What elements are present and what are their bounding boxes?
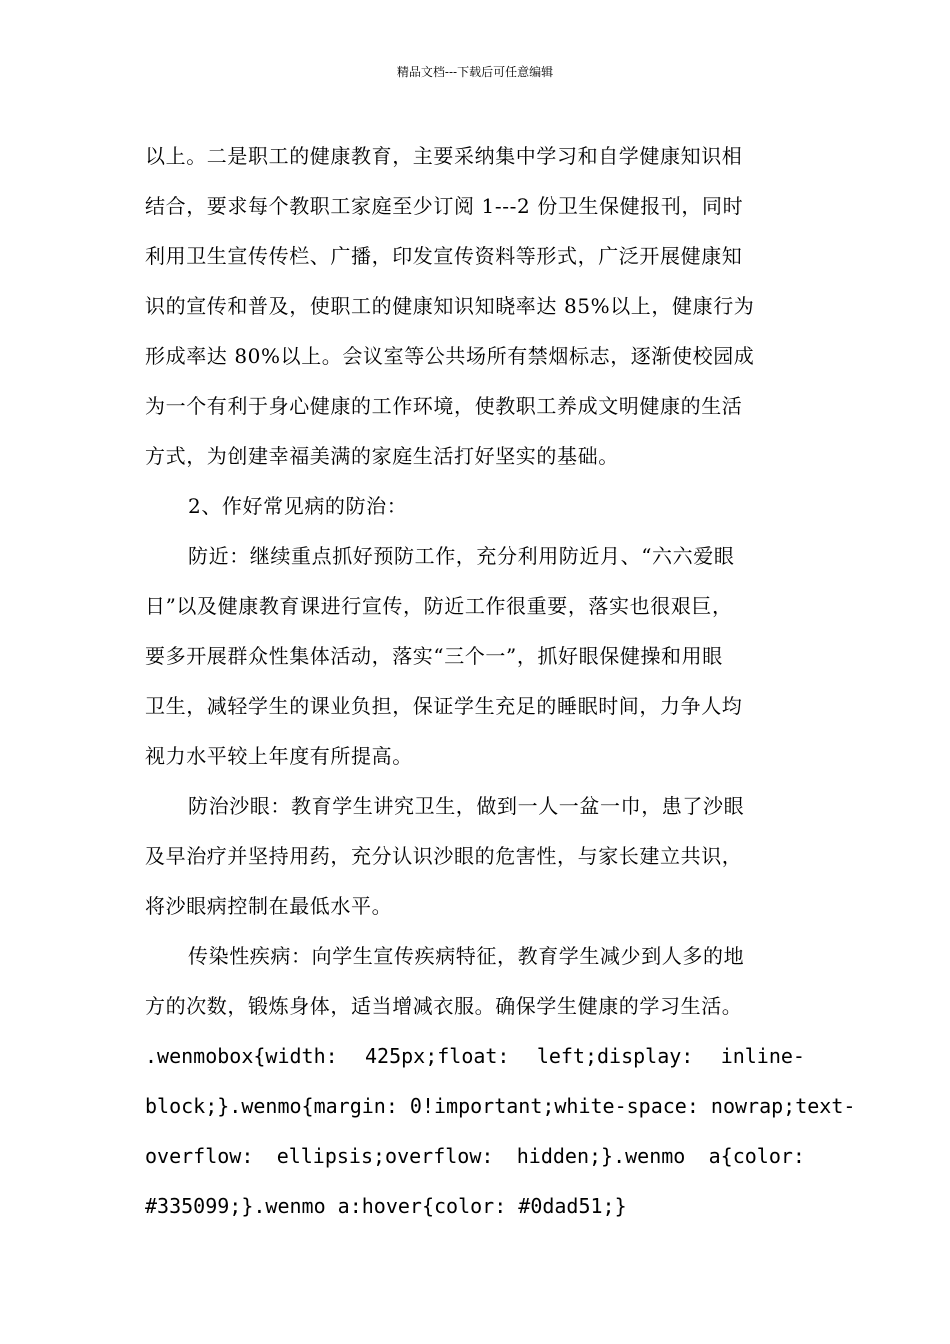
code-line: [145, 1131, 805, 1181]
text-line: 日”以及健康教育课进行宣传，防近工作很重要，落实也很艰巨，: [145, 594, 733, 618]
paragraph-trachoma-prevention: [145, 781, 805, 931]
code-line: [145, 1181, 805, 1231]
text-line: 卫生，减轻学生的课业负担，保证学生充足的睡眠时间，力争人均: [145, 694, 743, 718]
text-line: 将沙眼病控制在最低水平。: [145, 894, 393, 918]
code-token: block;}.wenmo{margin: 0!important;white-space: nowrap;text-: [145, 1094, 856, 1118]
text-line: 利用卫生宣传传栏、广播，印发宣传资料等形式，广泛开展健康知: [145, 244, 743, 268]
text-line: 防治沙眼：教育学生讲究卫生，做到一人一盆一巾，患了沙眼: [188, 794, 745, 818]
page-header: 精品文档---下载后可任意编辑: [396, 65, 554, 79]
text-line: 防近：继续重点抓好预防工作，充分利用防近月、“六六爱眼: [188, 544, 735, 568]
paragraph-health-education: [145, 131, 805, 481]
code-line: [145, 1031, 805, 1081]
code-token: 425px;float:: [364, 1044, 510, 1068]
document-body: [145, 131, 856, 1231]
code-token: ellipsis;overflow:: [276, 1144, 494, 1168]
code-token: left;display:: [536, 1044, 694, 1068]
code-token: #335099;}.wenmo a:hover{color: #0dad51;}: [145, 1194, 627, 1218]
code-token: .wenmobox{width:: [145, 1044, 338, 1068]
text-line: 视力水平较上年度有所提高。: [145, 744, 413, 768]
text-line: 形成率达 80%以上。会议室等公共场所有禁烟标志，逐渐使校园成: [145, 344, 755, 368]
text-line: 传染性疾病：向学生宣传疾病特征，教育学生减少到人多的地: [188, 944, 745, 968]
code-token: overflow:: [145, 1144, 254, 1168]
text-line: 为一个有利于身心健康的工作环境，使教职工养成文明健康的生活: [145, 394, 743, 418]
text-line: 以上。二是职工的健康教育，主要采纳集中学习和自学健康知识相: [145, 144, 743, 168]
section-heading-disease-prevention: [145, 481, 805, 531]
text-line: 识的宣传和普及，使职工的健康知识知晓率达 85%以上，健康行为: [145, 294, 755, 318]
text-line: 方的次数，锻炼身体，适当增减衣服。确保学生健康的学习生活。: [145, 994, 743, 1018]
code-text-block: [145, 1031, 856, 1231]
paragraph-myopia-prevention: [145, 531, 805, 781]
text-line: 结合，要求每个教职工家庭至少订阅 1---2 份卫生保健报刊，同时: [145, 194, 744, 218]
code-token: a{color:: [708, 1144, 805, 1168]
text-line: 及早治疗并坚持用药，充分认识沙眼的危害性，与家长建立共识，: [145, 844, 743, 868]
paragraph-infectious-disease: [145, 931, 805, 1031]
code-token: inline-: [720, 1044, 805, 1068]
text-line: 2、作好常见病的防治：: [188, 494, 408, 518]
text-line: 方式，为创建幸福美满的家庭生活打好坚实的基础。: [145, 444, 619, 468]
code-token: hidden;}.wenmo: [516, 1144, 686, 1168]
code-line: [145, 1081, 856, 1131]
text-line: 要多开展群众性集体活动，落实“三个一”，抓好眼保健操和用眼: [145, 644, 723, 668]
